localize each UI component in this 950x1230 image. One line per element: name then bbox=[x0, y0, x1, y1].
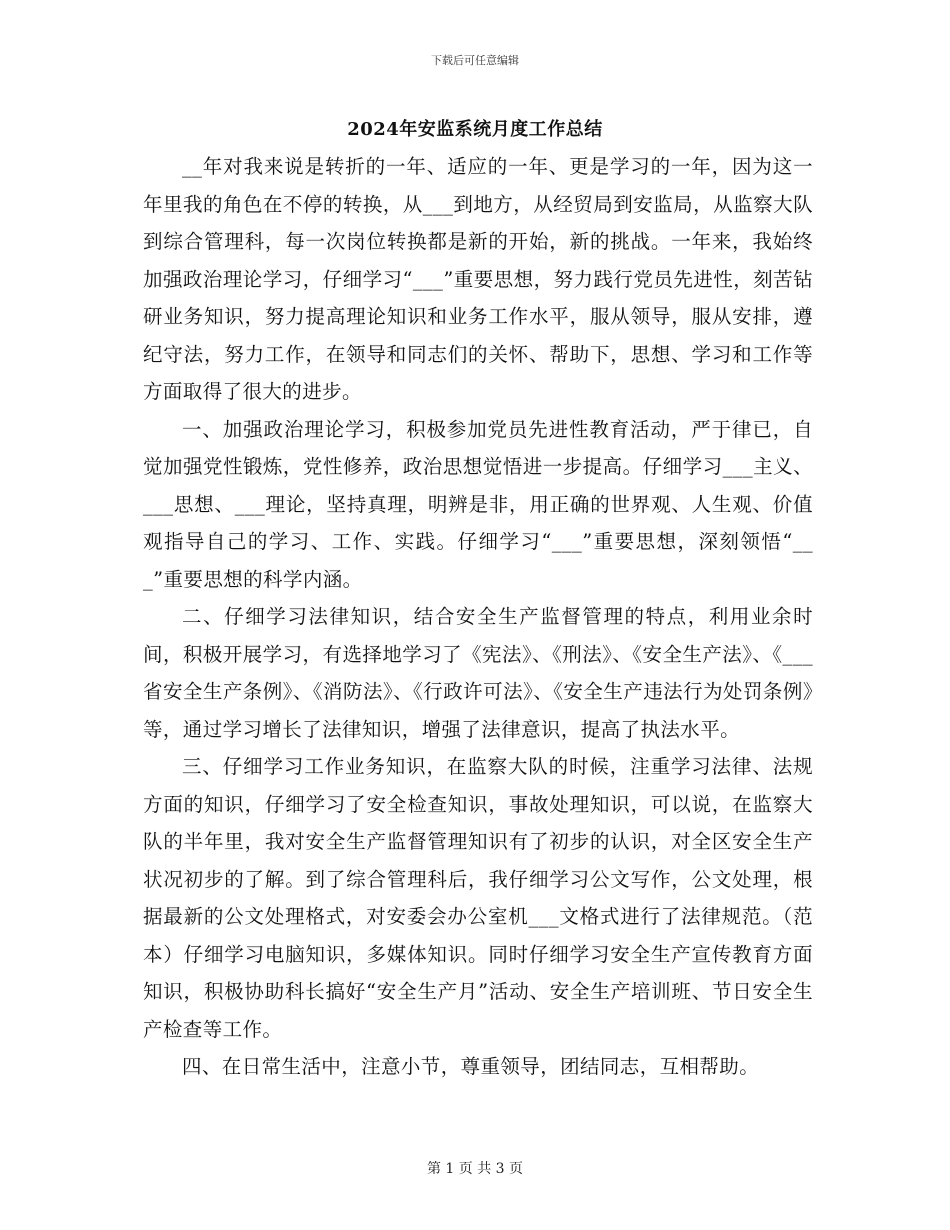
document-title: 2024年安监系统月度工作总结 bbox=[347, 119, 603, 140]
paragraph-daily-life: 四、在日常生活中，注意小节，尊重领导，团结同志，互相帮助。 bbox=[182, 1055, 760, 1078]
page-header-note: 下载后可任意编辑 bbox=[431, 54, 519, 67]
paragraph-intro: __年对我来说是转折的一年、适应的一年、更是学习的一年，因为这一年里我的角色在不停的转换，从___到地方，从经贸局到安监局，从监察大队到综合管理科，每一次岗位转换都是新的开始，新的挑战。一年来，我始终加强政治理论学习，仔细学习“___”重要思想，努力践行党员先进性，刻苦钻研业务知识，努力提高理论知识和业务工作水平，服从领导，服从安排，遵纪守法，努力工作，在领导和同志们的关怀、帮助下，思想、学习和工作等方面取得了很大的进步。 bbox=[143, 155, 813, 403]
page-number-footer: 第 1 页 共 3 页 bbox=[426, 1161, 524, 1177]
paragraph-business-study: 三、仔细学习工作业务知识，在监察大队的时候，注重学习法律、法规方面的知识，仔细学习了安全检查知识，事故处理知识，可以说，在监察大队的半年里，我对安全生产监督管理知识有了初步的认识，对全区安全生产状况初步的了解。到了综合管理科后，我仔细学习公文写作，公文处理，根据最新的公文处理格式，对安委会办公室机___文格式进行了法律规范。（范本）仔细学习电脑知识，多媒体知识。同时仔细学习安全生产宣传教育方面知识，积极协助科长搞好“安全生产月”活动、安全生产培训班、节日安全生产检查等工作。 bbox=[143, 755, 813, 1041]
document-body bbox=[143, 148, 813, 1086]
paragraph-political-study: 一、加强政治理论学习，积极参加党员先进性教育活动，严于律已，自觉加强党性锻炼，党性修养，政治思想觉悟进一步提高。仔细学习___主义、___思想、___理论，坚持真理，明辨是非，用正确的世界观、人生观、价值观指导自己的学习、工作、实践。仔细学习“___”重要思想，深刻领悟“___”重要思想的科学内涵。 bbox=[143, 417, 813, 591]
paragraph-legal-study: 二、仔细学习法律知识，结合安全生产监督管理的特点，利用业余时间，积极开展学习，有选择地学习了《宪法》、《刑法》、《安全生产法》、《___省安全生产条例》、《消防法》、《行政许可法》、《安全生产违法行为处罚条例》等，通过学习增长了法律知识，增强了法律意识，提高了执法水平。 bbox=[143, 605, 813, 741]
